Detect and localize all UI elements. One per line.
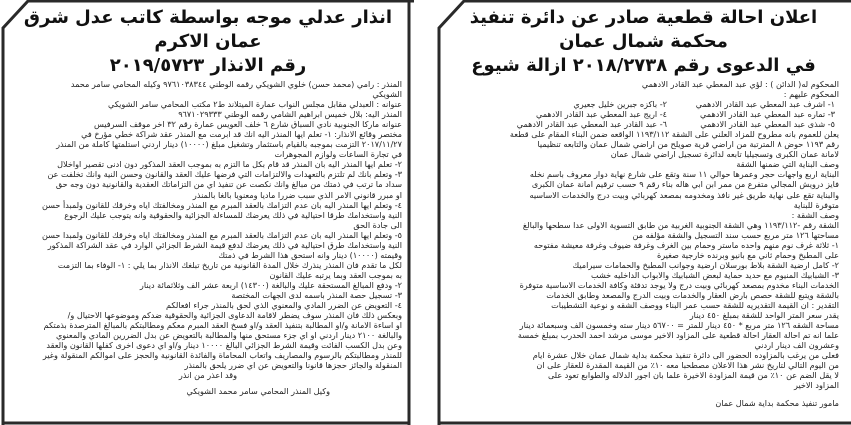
text-line [448,230,839,240]
line-text: الى جادة الحق [353,219,402,230]
text-line [14,310,402,320]
line-text: ٣- تسجيل حصة المنذر باسمه لدى الجهات المختصة [231,289,402,300]
line-text: عنوانه ماركا الجنوبية نادي السباق شارع ٦ خلف العويس عمارة رقم ٣٢ اخر موقف السرفيس [93,119,402,130]
line-text: ٢- تعلم ايها المنذر اليه بان المنذر قد قام بكل ما التزم به بموجب العقد المذكور دون ادنى تقصير اواخلال [57,159,402,170]
text-line [14,340,402,350]
debtor-row [448,119,839,129]
notice-body-left [14,6,402,396]
line-text: وقد اعذر من انذر [178,370,238,381]
line-text: ٥- وتعلم ايها المنذر اليه بان عدم التزامك بالعقد المبرم مع المنذر ومخالفتك اياه وخرقك للقانون ولمبدا حسن [42,229,402,240]
line-text: مختصر وقائع الانذار: ١- تعلم ايها المنذر اليه انك قد ابرمت مع المنذر عقد شراكة خطي مؤرخ في [81,129,402,140]
text-line [14,190,402,200]
text-line [14,200,402,210]
text-line [14,330,402,340]
text-line [14,250,402,260]
line-text: وعن بدل الكسب الفائت وقيمة الشرط الجزائي البالغ ١٠٠٠٠ دينار و/او اي دعوى اخرى كفلها القانون والعقد [46,340,402,351]
line-text: من اليوم التالي لتاريخ نشر هذا الاعلان مصطحبا معه ١٠٪ من القيمة المقدرة للعقار على ان [536,360,839,371]
debtor-name: ٦- عبد القادر عبد المعطي عبد القادر الادهمي [516,119,667,130]
line-text: مساحتها ١٢٦ متر مربع حسب سند التسجيل والشقة مؤلفه من [632,229,839,240]
line-text: المنذر : رامي (محمد حسن) خلوي الشويكي رقمه الوطني ٩٧٦١٠٣٨٣٤٤ وكيله المحامي سامر محمد [70,79,402,89]
text-line [14,129,402,139]
closing-line [14,370,402,380]
text-line [448,139,839,149]
line-text: بالشقة ويتبع للشقة حصص بارض العقار والخدمات وبيت الدرج والمصعد وطابق الخدمات [546,289,839,300]
text-line [14,240,402,250]
text-line [14,149,402,159]
text-line [14,119,402,129]
text-line [14,169,402,179]
line-text: ٤- التعويض عن الضرر المادي والمعنوي الذي لحق بالمنذر جراء افعالكم [165,300,402,311]
line-text: ٣- وتعلم بانك لم تلتزم بالتعهدات والالتزامات التي فرضها عليك العقد والقانون وحسن النية وانك تخلفت عن [47,169,402,180]
line-text: فايز درويش المجالي متفرع من ممر ابن ابي هاله بناء رقم ٩ حسب ترقيم امانة عمان الكبرى [531,179,839,190]
line-text: المحكوم له( الدائن ) : لؤي عبد المعطي عبد القادر الادهمي [641,79,839,89]
line-text: لامانة عمان الكبرى وتسجيليا تابعه لدائرة تسجيل اراضي شمال عمان [610,149,839,160]
line-text: المنذر اليه: بلال خميس ابراهيم الشامي رقمه الوطني ٩٦٧١٠٢٩٣٣٣ [178,109,402,120]
line-text: علما انه تم احالة العقار احالة قطعية على المزاود الاخير موسى مرشد احمد الحدرب بمبلغ خمسة [517,330,839,341]
text-line [14,320,402,330]
text-line [448,169,839,179]
text-line [448,240,839,250]
line-text: او اساءة الامانة و/او المطالبة بتنفيذ العقد و/او فسخ العقد المبرم معكم ومطالبتكم بالمبالغ المترصدة بذمتكم [43,320,402,331]
text-line [14,220,402,230]
text-line [448,280,839,290]
line-text: سداد ما ترتب في ذمتك من مبالغ وانك نكصت عن تنفيذ اي من التزاماتك العقدية والقانونية دون وجه حق [55,179,402,190]
line-text: المنقولة والجائز حجزها قانونا والتعويض عن اي ضرر يلحق بالمنذر [184,360,402,371]
text-line [14,159,402,169]
signature-left [14,386,342,396]
line-text: متوفرة للبناية [793,199,839,210]
text-line [448,220,839,230]
text-line [448,380,839,390]
line-text: لا يقل الضم عن ١٠٪ من قيمة المزاودة الاخيرة علما بان اجور الدلاله والطوابع تعود على [547,370,839,381]
notice-text-right [448,129,839,390]
text-line [448,179,839,189]
line-text: النية واستخدامك طرقا احتيالية في ذلك يعرضك للمساءلة الجزائية والحقوقية وانه يتوجب عليك الرجوع [64,209,402,220]
line-text: يعلن للعموم بانه مطروح للمزاد العلني على الشقة ١١٩٣/١١٢ الواقعه ضمن البناء المقام على قطعة [509,129,839,140]
line-text: المزاود الاخير [794,380,839,391]
line-text: يقدر سعر المتر الواحد للشقة بمبلغ ٤٥٠ دينار [689,310,839,321]
debtor-name: ٤- اريج عبد المعطي عبد القادر الادهمي [535,109,667,120]
text-line [448,310,839,320]
debtor-name: ٣- تماره عبد المعطي عبد القادر الادهمي [700,109,835,120]
line-text: ٤- وتعلم ايها المنذر اليه بان عدم التزامك بالعقد المبرم مع المنذر ومخالفتك اياه وخرقك للقانون ولمبدأ حسن [42,199,402,210]
line-text: الشقة رقم -١١٩٣/١١٢ وهي الشقة الجنوبية الغربية من طابق التسوية الاولى عدا سطحها والبالغ [522,219,839,230]
text-line [448,129,839,139]
line-text: ٣- الشبابيك المنيوم مع حديد حماية لبعض الشبابيك والابواب الداخليه خشب [591,269,839,280]
line-text: وقيمته (١٠٠٠٠) دينار وانه استحق هذا الشرط في ذمتك [218,249,402,260]
line-text: به بموجب العقد وبما يرتبه عليك القانون [269,269,402,280]
text-line [14,300,402,310]
line-text: في تجارة الساعات ولوازم المجوهرات [274,149,402,160]
notice-title-left: انذار عدلي موجه بواسطة كاتب عدل شرق عمان الاكرم [23,7,393,52]
text-line [14,230,402,240]
debtors-list [448,99,839,129]
text-line [14,280,402,290]
text-line [14,99,402,109]
case-number-right: في الدعوى رقم ٢٠١٨/٢٧٣٨ ازالة شيوع [471,55,816,76]
line-text: وصف البناية التي ضمنها الشقة [736,159,839,170]
notice-body-right [448,6,839,409]
legal-notice-left [0,0,414,425]
text-line [14,139,402,149]
text-line [448,260,839,270]
text-line [448,200,839,210]
creditor-line [448,79,839,89]
line-text: ٢- كامل ارضية الشقة بلاط بورسلان ارضية وجوانب المطبخ والحمامات سيراميك [572,259,839,270]
text-line [14,109,402,119]
line-text: وكيل المنذر المحامي سامر محمد الشويكي [186,386,330,397]
notice-number-left: رقم الانذار ٢٠١٩/٥٧٢٣ [109,55,307,76]
notice-title-right: اعلان احالة قطعية صادر عن دائرة تنفيذ محكمة شمال عمان [469,7,818,52]
debtor-name: ٥- شذى عبد المعطي عبد القادر الادهمي [700,119,835,130]
line-text: مساحة الشقه ١٢٦ متر مربع * ٤٥٠ دينار للمتر = ٥٦٧٠٠ دينار سته وخمسون الف وسبعمائة دينار [519,320,839,331]
line-text: لكل ما تقدم فان المنذر ينذرك خلال المدة القانونية من تاريخ تبلغك الانذار بما يلي : ١- الوفاء بما التزمت [57,259,402,270]
line-text: الشويكي [372,89,402,100]
line-text: البناية اربع واجهات حجر وعمرها حوالي ١١ سنة وتقع على شارع نهاية دوار معروف باسم نخله [529,169,839,180]
text-line [448,370,839,380]
line-text: رقم ١١٩٣ حوض ٨ المترتبة من اراضي قرية صويلح من اراضي شمال عمان والتابعه تنظيميا [537,139,839,150]
line-text: ١- ثلاثة غرف نوم منهم واحده ماستر وحمام بين الغرف وغرفة ضيوف وغرفة معيشة مفتوحه [533,239,839,250]
text-line [448,330,839,340]
text-line [14,89,402,99]
text-line [448,300,839,310]
line-text: فعلى من يرغب بالمزاوده الحضور الى دائرة تنفيذ محكمة بداية شمال عمان خلال عشرة ايام [532,350,839,361]
debtor-name: ٢- باكزه جبرين خليل جعيري [573,99,667,110]
text-line [14,79,402,89]
text-line [448,320,839,330]
line-text: المحكوم عليهم : [783,89,839,100]
text-line [14,290,402,300]
line-text: وصف الشقة : [791,209,839,220]
line-text: والبالغة ٢١٠٠ دينار اردني او اي جزء مستحق منها والمطالبة بالتعويض عن بدل الضررين المادي والمعنوي [55,330,402,341]
line-text: وعشرون الف دينار اردني [754,340,839,351]
text-line [448,290,839,300]
text-line [14,260,402,270]
line-text: التقدير : ان القيمة التقديريه للشقة حسب عمر البناء ووصف الشقه و نوعية التشطيبات [551,300,839,311]
text-line [448,190,839,200]
line-text: والبناية تقع على نهاية طريق غير نافذ ومخدومه بمصعد كهربائي وبيت درج والخدمات الاساسيه [529,189,839,200]
notice-text-left [14,79,402,370]
line-text: مامور تنفيذ محكمة بداية شمال عمان [715,398,839,409]
debtor-row [448,109,839,119]
text-line [448,149,839,159]
text-line [448,159,839,169]
legal-notice-right [436,0,851,425]
debtors-label [448,89,839,99]
text-line [448,360,839,370]
line-text: للمنذر ومطالبتكم بالرسوم والمصاريف واتعاب المحاماة والفائدة القانونية والحجز على اموالكم المنقولة وغير [42,350,402,361]
text-line [14,350,402,360]
text-line [14,360,402,370]
text-line [14,210,402,220]
text-line [14,270,402,280]
text-line [448,340,839,350]
line-text: ٢٠١٧/١١/٢٧ التزمت بموجبه بالقيام باستثمار وتشغيل مبلغ (١٠٠٠٠) دينار اردني استلمتها كاملة من المنذر [56,139,402,150]
line-text: او مبرر قانوني الامر الذي سبب ضررا ماديا ومعنويا بالغا بالمنذر [192,189,402,200]
line-text: النية واستخدامك طرق احتيالية في ذلك يعرضك لدفع قيمة الشرط الجزائي الوارد في عقد الشراكة المذكور [47,239,402,250]
text-line [448,270,839,280]
debtor-name: ١- اشرف عبد المعطي عبد القادر الادهمي [695,99,835,110]
text-line [14,179,402,189]
line-text: الخدمات البناء مخدوم بمصعد كهربائي وبيت درج ولا يوجد تدفئة وكافة الخدمات الاساسية متوفرة [519,279,839,290]
line-text: على المطبخ وحمام ثاني مع بانيو وبرنده خارجية صغيرة [656,249,839,260]
line-text: وبعكس ذلك فان المنذر سوف يضطر لاقامة الدعاوى الجزائية والحقوقية ضدكم وموضوعها الاحتيال و/ [67,310,402,321]
text-line [448,250,839,260]
text-line [448,350,839,360]
line-text: عنوانه : العبدلي مقابل مجلس النواب عمارة الميتلاند ط٢ مكتب المحامي سامر الشويكي [107,99,402,110]
text-line [448,210,839,220]
signature-right [448,398,839,408]
debtor-row [448,99,839,109]
line-text: ٢- ودفع المبالغ المستحقة عليك والبالغة (١٤٣٠٠) اربعة عشر الف وثلاثمائة دينار [139,279,402,290]
